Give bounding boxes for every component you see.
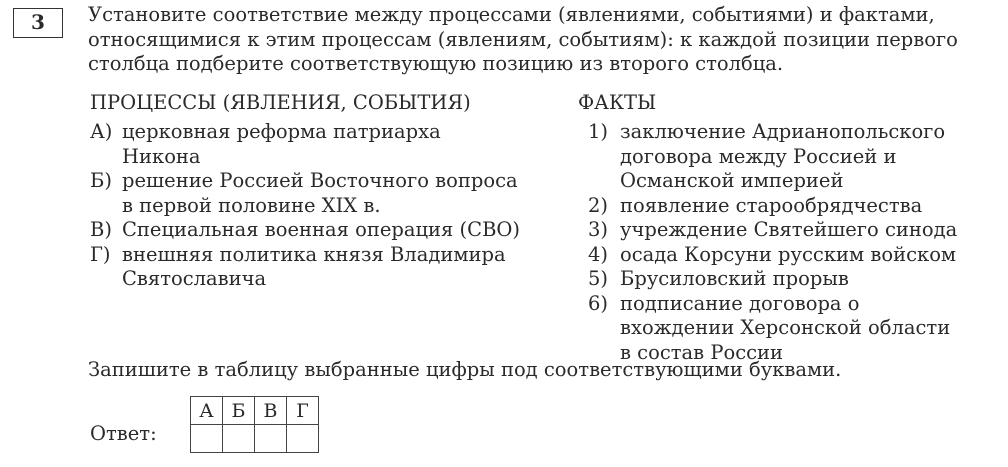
task-number: 3 (13, 8, 63, 38)
process-text: решение Россией Восточного вопроса в первой половине XIX в. (122, 169, 518, 217)
answer-header-row (191, 397, 319, 425)
answer-cell[interactable] (191, 425, 223, 453)
fact-text: заключение Адрианопольского договора между Россией и Османской империей (620, 120, 946, 192)
answer-instruction: Запишите в таблицу выбранные цифры под соответствующими буквами. (88, 358, 842, 381)
answer-label: Ответ: (90, 422, 157, 445)
processes-header: ПРОЦЕССЫ (ЯВЛЕНИЯ, СОБЫТИЯ) (90, 91, 471, 114)
process-item (90, 218, 540, 243)
fact-item (588, 267, 998, 292)
fact-mark: 2) (588, 193, 609, 217)
fact-text: подписание договора о вхождении Херсонской области в состав России (620, 291, 951, 364)
fact-mark: 1) (588, 120, 609, 143)
processes-list (90, 120, 540, 292)
fact-item (588, 218, 998, 243)
fact-mark: 4) (588, 242, 609, 266)
fact-item (588, 292, 998, 366)
fact-mark: 5) (588, 267, 609, 290)
fact-item (588, 243, 998, 268)
facts-header: ФАКТЫ (578, 91, 657, 114)
process-text: Специальная военная операция (СВО) (122, 218, 520, 241)
answer-cell[interactable] (223, 425, 255, 453)
answer-column-header: Б (223, 397, 255, 425)
process-text: внешняя политика князя Владимира Святославича (122, 242, 506, 290)
fact-mark: 6) (588, 291, 609, 315)
facts-list (588, 120, 998, 365)
answer-column-header: Г (287, 397, 319, 425)
fact-item (588, 120, 998, 194)
process-mark: Б) (90, 169, 112, 192)
process-item (90, 120, 540, 169)
process-mark: Г) (90, 242, 111, 266)
fact-text: появление старообрядчества (620, 193, 923, 217)
answer-input-row (191, 425, 319, 453)
task-instruction: Установите соответствие между процессами (явлениями, событиями) и фактами, относящимися к этим процессам (явлениям, событиям): к каждой позиции первого столбца подберите соответствующую позицию из второго столбца. (88, 3, 958, 75)
process-mark: В) (90, 218, 112, 241)
answer-column-header: В (255, 397, 287, 425)
answer-column-header: А (191, 397, 223, 425)
answer-cell[interactable] (287, 425, 319, 453)
process-item (90, 169, 540, 218)
fact-mark: 3) (588, 218, 609, 241)
fact-item (588, 194, 998, 219)
process-item (90, 243, 540, 292)
process-text: церковная реформа патриарха Никона (122, 120, 441, 168)
answer-table (190, 396, 319, 453)
fact-text: учреждение Святейшего синода (620, 218, 958, 241)
fact-text: осада Корсуни русским войском (620, 242, 957, 266)
process-mark: А) (90, 120, 113, 143)
answer-cell[interactable] (255, 425, 287, 453)
fact-text: Брусиловский прорыв (620, 267, 849, 290)
